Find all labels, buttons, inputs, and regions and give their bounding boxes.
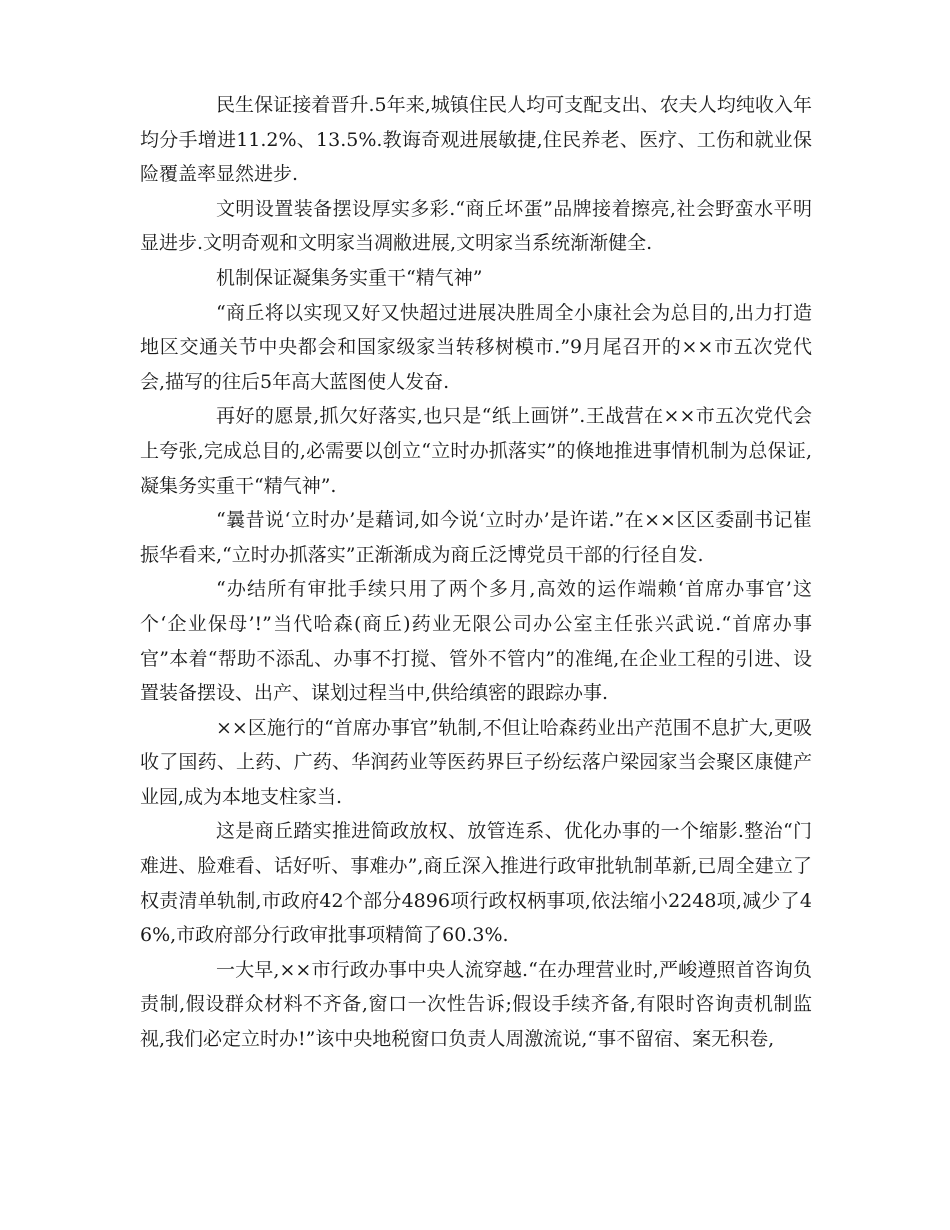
paragraph-goal-quote: “商丘将以实现又好又快超过进展决胜周全小康社会为总目的,出力打造地区交通关节中央都会和国家级家当转移树模市.”9月尾召开的××市五次党代会,描写的往后5年高大蓝图使人发奋. — [140, 301, 812, 393]
section-heading-mechanism: 机制保证凝集务实重干“精气神” — [216, 266, 483, 289]
paragraph-livelihood: 民生保证接着晋升.5年来,城镇住民人均可支配支出、农夫人均纯收入年均分手增进11.2%、13.5%.教诲奇观进展敏捷,住民养老、医疗、工伤和就业保险覆盖率显然进步. — [140, 94, 812, 186]
paragraph-reform: 这是商丘踏实推进简政放权、放管连系、优化办事的一个缩影.整治“门难进、脸难看、话好听、事难办”,商丘深入推进行政审批轨制革新,已周全建立了权责清单轨制,市政府42个部分4896项行政权柄事项,依法缩小2248项,减少了46%,市政府部分行政审批事项精简了60.3%. — [140, 820, 812, 947]
paragraph-chief-service-officer: “办结所有审批手续只用了两个多月,高效的运作端赖‘首席办事官’这个‘企业保母’!”当代哈森(商丘)药业无限公司办公室主任张兴武说.“首席办事官”本着“帮助不添乱、办事不打搅、管外不管内”的准绳,在企业工程的引进、设置装备摆设、出产、谋划过程当中,供给缜密的跟踪办事. — [140, 578, 812, 705]
paragraph-industry-park: ××区施行的“首席办事官”轨制,不但让哈森药业出产范围不息扩大,更吸收了国药、上药、广药、华润药业等医药界巨子纷纭落户梁园家当会聚区康健产业园,成为本地支柱家当. — [140, 716, 812, 808]
paragraph-promise: “曩昔说‘立时办’是藉词,如今说‘立时办’是许诺.”在××区区委副书记崔振华看来,“立时办抓落实”正渐渐成为商丘泛博党员干部的行径自发. — [140, 509, 812, 566]
document-body — [140, 88, 812, 1057]
paragraph-service-center: 一大早,××市行政办事中央人流穿越.“在办理营业时,严峻遵照首咨询负责制,假设群众材料不齐备,窗口一次性告诉;假设手续齐备,有限时咨询责机制监视,我们必定立时办!”该中央地税窗口负责人周激流说,“事不留宿、案无积卷, — [140, 958, 812, 1051]
paragraph-culture: 文明设置装备摆设厚实多彩.“商丘坏蛋”品牌接着擦亮,社会野蛮水平明显进步.文明奇观和文明家当凋敝进展,文明家当系统渐渐健全. — [140, 197, 812, 255]
paragraph-implementation: 再好的愿景,抓欠好落实,也只是“纸上画饼”.王战营在××市五次党代会上夸张,完成总目的,必需要以创立“立时办抓落实”的倏地推进事情机制为总保证,凝集务实重干“精气神”. — [140, 405, 812, 497]
